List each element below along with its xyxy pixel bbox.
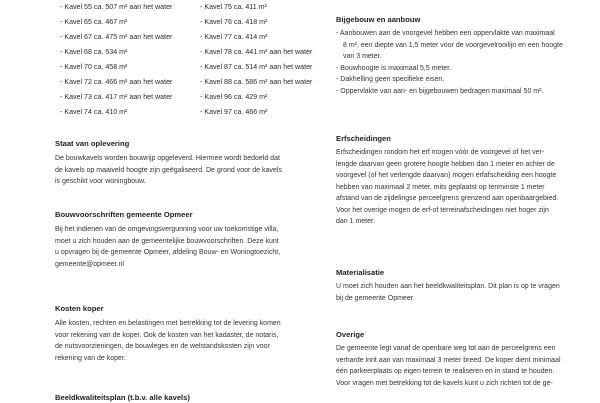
- section-erfscheidingen: [336, 134, 592, 228]
- section-beeldkwaliteitsplan: [55, 393, 317, 403]
- list-line: - Dakhelling geen specifieke eisen.: [336, 76, 445, 83]
- list-line: van 3 meter.: [343, 53, 382, 60]
- lot-item: - Kavel 67 ca. 475 m² aan het water: [60, 33, 173, 41]
- lot-item: - Kavel 77 ca. 414 m²: [200, 33, 268, 41]
- paragraph-line: De gemeente legt vanaf de openbare weg tot aan de perceelgrens een: [336, 345, 556, 352]
- list-line: - Bouwhoogte is maximaal 5,5 meter.: [336, 64, 452, 72]
- paragraph-line: hebben van maximaal 2 meter, mits geplaatst op tenminste 1 meter: [336, 183, 545, 191]
- section-staat-van-oplevering: [55, 139, 317, 188]
- paragraph-line: U moet zich houden aan het beeldkwaliteitsplan. Dit plan is op te vragen: [336, 283, 560, 290]
- paragraph-line: voor rekening van de koper. Ook de kosten van het kadaster, de notaris,: [55, 331, 279, 339]
- section-overige: [336, 330, 592, 389]
- paragraph-line: rekening van de koper.: [55, 354, 126, 362]
- lot-item: - Kavel 65 ca. 467 m²: [60, 18, 128, 26]
- paragraph-line: dan 1 meter.: [336, 218, 375, 225]
- section-title: Erfscheidingen: [336, 134, 391, 143]
- paragraph-line: afstand van de zijdelingse perceelgrens grenzend aan openbaargebied.: [336, 195, 559, 202]
- paragraph-line: de nutsvoorzieningen, de bouwleges en de welstandskosten zijn voor: [55, 343, 270, 350]
- section-title: Kosten koper: [55, 304, 104, 313]
- paragraph-line: voorgevel (of het verlengde daarvan) mogen erfafscheiding een hoogte: [336, 172, 557, 179]
- paragraph-line: u opvragen bij de gemeente Opmeer, afdeling Bouw- en Woningtoezicht,: [55, 249, 281, 256]
- section-title: Overige: [336, 330, 365, 339]
- lot-item: - Kavel 72 ca. 466 m² aan het water: [60, 78, 173, 86]
- paragraph-line: lengde daarvan geen grotere hoogte hebben dan 1 meter en achter de: [336, 160, 555, 168]
- lot-item: - Kavel 87 ca. 514 m² aan het water: [200, 63, 313, 71]
- section-title: Bouwvoorschriften gemeente Opmeer: [55, 210, 193, 219]
- list-line: - Oppervlakte van aan- en bijgebouwen bedragen maximaal 50 m².: [336, 87, 544, 95]
- paragraph-line: Voor het overige mogen de erf-of terreinafscheidingen niet hoger zijn: [336, 206, 549, 214]
- list-line: - Aanbouwen aan de voorgevel hebben een oppervlakte van maximaal: [336, 30, 555, 37]
- section-bijgebouw-en-aanbouw: [336, 15, 592, 97]
- section-title: Beeldkwaliteitsplan (t.b.v. alle kavels): [55, 393, 190, 402]
- section-kosten-koper: [55, 304, 317, 364]
- section-title: Materialisatie: [336, 268, 385, 277]
- lot-item: - Kavel 78 ca. 441 m² aan het water: [200, 48, 313, 56]
- paragraph-line: De bouwkavels worden bouwrijp opgeleverd. Hiermee wordt bedoeld dat: [55, 155, 280, 162]
- lot-item: - Kavel 68 ca. 534 m²: [60, 48, 128, 56]
- lot-item: - Kavel 96 ca. 429 m²: [200, 93, 268, 101]
- section-bouwvoorschriften: [55, 210, 317, 270]
- paragraph-line: één parkeerplaats op eigen terrein te realiseren en in stand te houden.: [336, 368, 555, 375]
- lot-item: - Kavel 97 ca. 466 m²: [200, 108, 268, 116]
- lot-item: - Kavel 55 ca. 507 m² aan het water: [60, 3, 173, 11]
- contact-email[interactable]: gemeente@opmeer.nl: [55, 260, 124, 268]
- paragraph-line: moet u zich houden aan de gemeentelijke bouwvoorschriften. Deze kunt: [55, 237, 279, 245]
- paragraph-line: is geschikt voor woningbouw.: [55, 178, 146, 185]
- paragraph-line: bij de gemeente Opmeer.: [336, 294, 415, 302]
- paragraph-line: Bij het indienen van de omgevingsvergunning voor uw toekomstige villa,: [55, 226, 279, 233]
- lot-item: - Kavel 70 ca. 458 m²: [60, 63, 128, 71]
- section-title: Bijgebouw en aanbouw: [336, 15, 421, 24]
- paragraph-line: verharde inrit aan van maximaal 3 meter breed. De koper dient minimaal: [336, 356, 561, 364]
- paragraph-line: Voor vragen met betrekking tot de kavels kunt u zich richten tot de ge-: [336, 379, 553, 387]
- section-title: Staat van oplevering: [55, 139, 130, 148]
- lot-item: - Kavel 74 ca. 410 m²: [60, 108, 128, 116]
- paragraph-line: Erfscheidingen rondom het erf mogen vóór de voorgevel of het ver-: [336, 149, 545, 156]
- lot-item: - Kavel 75 ca. 411 m²: [200, 3, 267, 11]
- section-materialisatie: [336, 268, 592, 304]
- paragraph-line: de kavels op maaiveld hoogte zijn geëgaliseerd. De grond voor de kavels: [55, 166, 282, 174]
- lot-item: - Kavel 76 ca. 418 m²: [200, 18, 268, 26]
- lot-item: - Kavel 73 ca. 417 m² aan het water: [60, 93, 173, 101]
- paragraph-line: Alle kosten, rechten en belastingen met betrekking tot de levering komen: [55, 320, 281, 327]
- list-line: 8 m², een diepte van 1,5 meter voor de voorgevelrooilijn en een hoogte: [343, 41, 563, 49]
- lot-item: - Kavel 88 ca. 586 m² aan het water: [200, 78, 313, 86]
